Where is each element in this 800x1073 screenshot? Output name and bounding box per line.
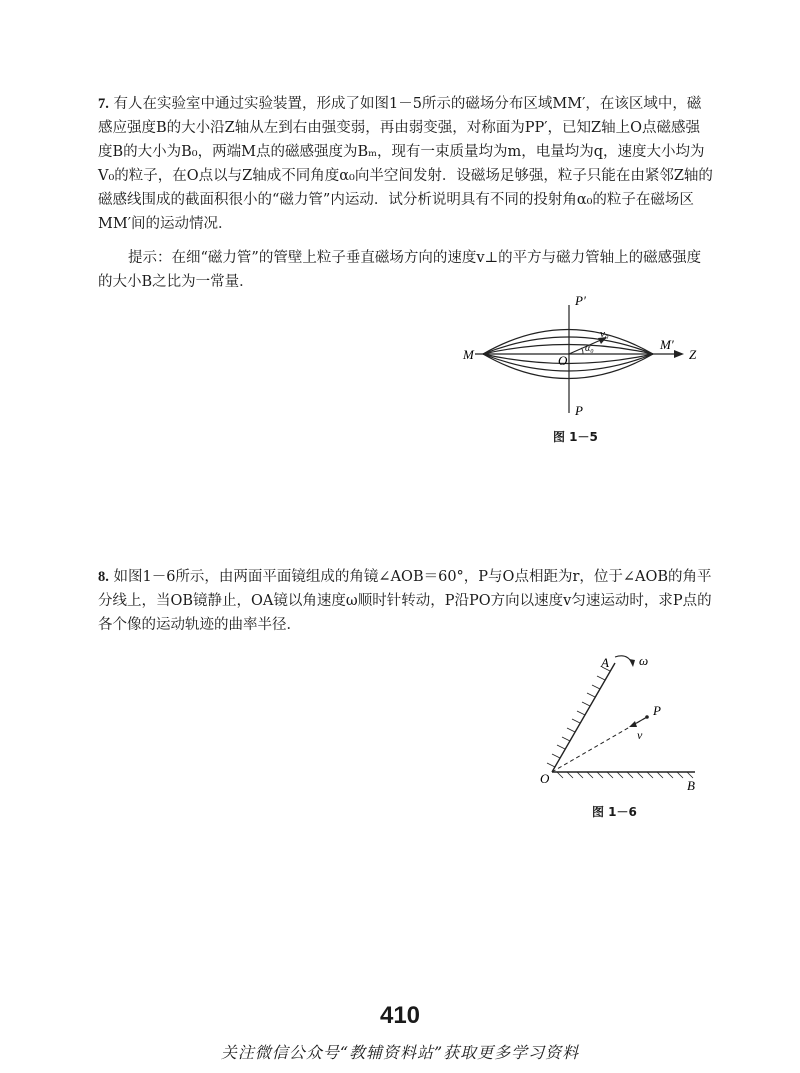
figure-1-5-caption: 图 1－5: [553, 430, 598, 444]
figure-1-6-caption: 图 1－6: [592, 805, 637, 819]
label-m: M: [463, 347, 474, 362]
label-m-prime: M′: [660, 337, 674, 352]
label-p: P: [653, 703, 661, 718]
page-number: 410: [379, 1002, 421, 1029]
problem-8-text: [98, 565, 713, 637]
problem-7-text: [98, 92, 713, 236]
label-alpha0: α₀: [585, 343, 594, 354]
problem-7-hint: 提示：在细“磁力管”的管壁上粒子垂直磁场方向的速度v⊥的平方与磁力管轴上的磁感强度的大小B之比为一常量．: [98, 250, 702, 290]
label-a: A: [601, 655, 609, 670]
mirror-oa-hatch: [547, 667, 610, 767]
problem-8-number: 8.: [98, 569, 109, 585]
label-p-prime: P′: [575, 295, 586, 308]
label-o: O: [558, 353, 568, 368]
velocity-arrow: [629, 721, 637, 727]
figure-1-6: [535, 645, 705, 795]
problem-7-number: 7.: [98, 96, 109, 112]
label-o: O: [540, 771, 550, 786]
footer-note: 关注微信公众号“教辅资料站”获取更多学习资料: [220, 1043, 580, 1062]
mirror-ob-hatch: [557, 772, 693, 778]
figure-1-5: [455, 295, 705, 420]
problem-8-body: 如图1－6所示，由两面平面镜组成的角镜∠AOB＝60°，P与O点相距为r，位于∠AOB的角平分线上，当OB镜静止，OA镜以角速度ω顺时针转动，P沿PO方向以速度v匀速运动时，求P点的各个像的运动轨迹的曲率半径．: [98, 569, 712, 633]
label-omega: ω: [639, 653, 649, 668]
label-v: v: [637, 728, 643, 742]
z-axis-arrow: [674, 350, 684, 358]
mirror-oa: [552, 663, 615, 772]
rotation-arrow: [629, 659, 635, 667]
problem-7-body: 有人在实验室中通过实验装置，形成了如图1－5所示的磁场分布区域MM′，在该区域中，磁感应强度B的大小沿Z轴从左到右由强变弱，再由弱变强，对称面为PP′，已知Z轴上O点磁感强度B的大小为B₀，两端M点的磁感强度为Bₘ，现有一束质量均为m，电量均为q，速度大小均为V₀的粒子，在O点以与Z轴成不同角度α₀向半空间发射．设磁场足够强，粒子只能在由紧邻Z轴的磁感线围成的截面积很小的“磁力管”内运动．试分析说明具有不同的投射角α₀的粒子在磁场区MM′间的运动情况．: [98, 96, 713, 232]
point-p: [645, 715, 649, 719]
label-v0: v₀: [600, 328, 609, 340]
label-z: Z: [689, 347, 697, 362]
label-p: P: [575, 403, 583, 418]
label-b: B: [687, 778, 695, 793]
